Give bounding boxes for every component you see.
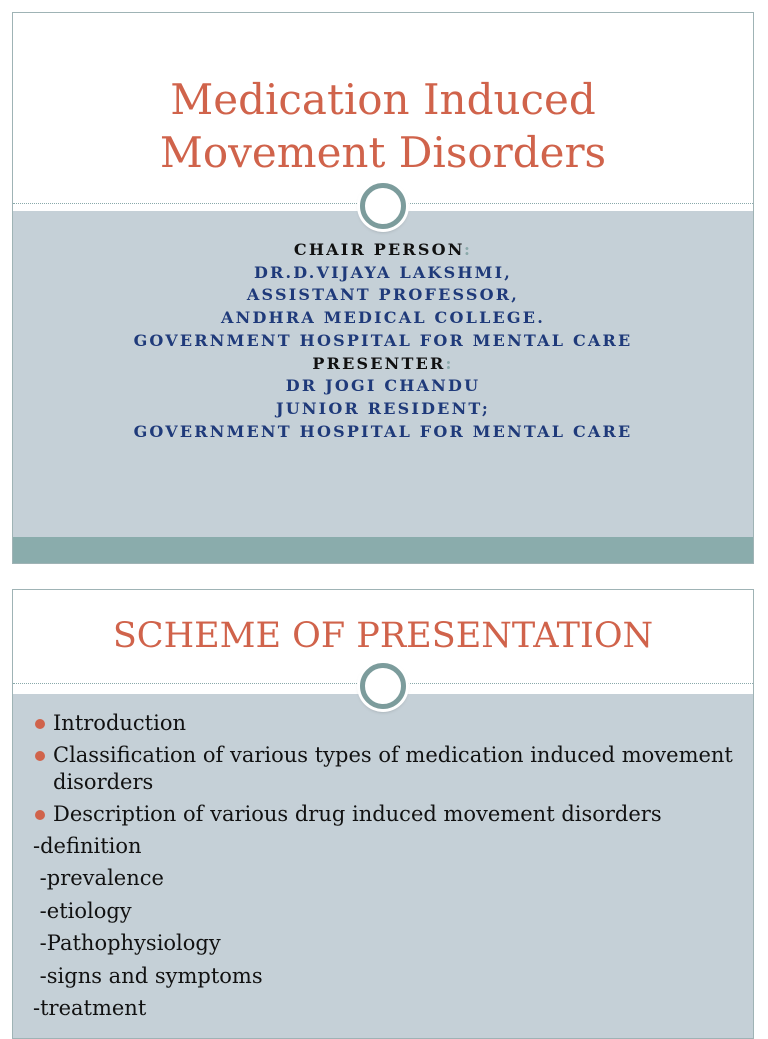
list-item-text: Classification of various types of medication induced movement disorders bbox=[53, 743, 733, 794]
presenter-heading bbox=[13, 353, 753, 376]
title-slide bbox=[12, 12, 754, 564]
chair-designation: ASSISTANT PROFESSOR, bbox=[246, 285, 520, 305]
list-item-text: Description of various drug induced movement disorders bbox=[53, 802, 662, 826]
bullet-dot-icon bbox=[35, 719, 45, 729]
list-item-text: Introduction bbox=[53, 711, 186, 735]
slide-title: SCHEME OF PRESENTATION bbox=[112, 616, 654, 656]
circle-icon bbox=[360, 183, 406, 229]
sub-item: -signs and symptoms bbox=[33, 963, 263, 988]
chair-college: ANDHRA MEDICAL COLLEGE. bbox=[221, 308, 545, 328]
colon: : bbox=[445, 353, 454, 373]
content-panel bbox=[13, 694, 753, 1038]
chair-hospital: GOVERNMENT HOSPITAL FOR MENTAL CARE bbox=[133, 330, 633, 350]
list-item bbox=[33, 742, 743, 796]
title-area bbox=[13, 13, 753, 203]
sub-item: -definition bbox=[33, 834, 142, 858]
credits bbox=[13, 239, 753, 443]
bullet-dot-icon bbox=[35, 810, 45, 820]
chair-person-label: CHAIR PERSON bbox=[293, 240, 464, 259]
colon: : bbox=[463, 240, 473, 259]
slide-title-line-2: Movement Disorders bbox=[159, 128, 607, 177]
bullet-dot-icon bbox=[35, 751, 45, 761]
presenter-name: DR JOGI CHANDU bbox=[285, 376, 481, 396]
agenda-slide bbox=[12, 589, 754, 1039]
sub-item: -etiology bbox=[33, 898, 132, 923]
credits-panel bbox=[13, 211, 753, 537]
footer-band bbox=[13, 537, 753, 563]
slide-title-line-1: Medication Induced bbox=[170, 75, 596, 124]
bullet-list bbox=[33, 710, 743, 1027]
presenter-designation: JUNIOR RESIDENT; bbox=[275, 398, 491, 418]
chair-person-heading bbox=[13, 239, 753, 262]
list-item bbox=[33, 801, 743, 828]
chair-name: DR.D.VIJAYA LAKSHMI, bbox=[253, 262, 513, 282]
sub-item: -Pathophysiology bbox=[33, 931, 221, 956]
circle-icon bbox=[360, 663, 406, 709]
presenter-label: PRESENTER bbox=[312, 353, 446, 373]
sub-item: -prevalence bbox=[33, 866, 164, 891]
list-item bbox=[33, 710, 743, 737]
presenter-hospital: GOVERNMENT HOSPITAL FOR MENTAL CARE bbox=[133, 421, 633, 441]
sub-item: -treatment bbox=[33, 995, 147, 1020]
